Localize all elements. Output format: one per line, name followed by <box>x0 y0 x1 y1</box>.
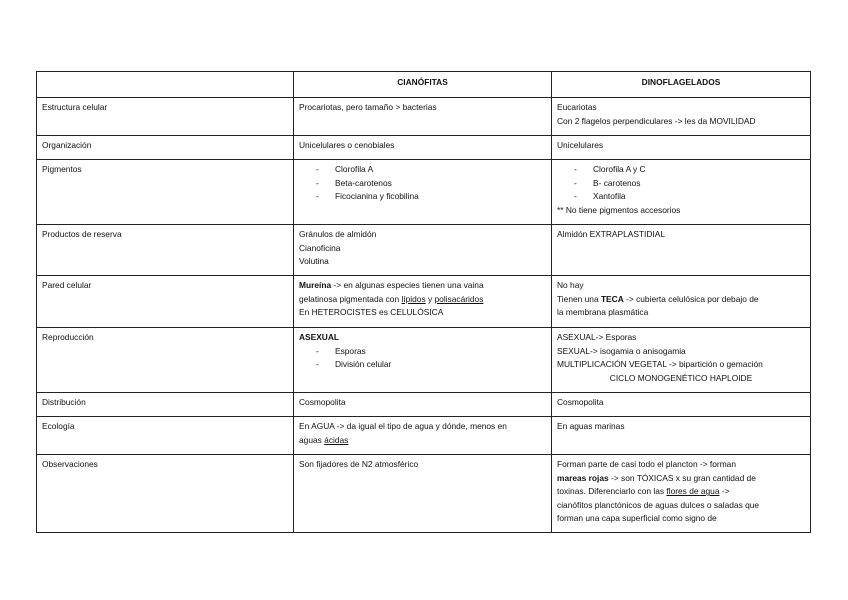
list-item: - Beta-carotenos <box>316 177 392 188</box>
row-label: Organización <box>37 136 294 160</box>
dinoflagelados-cell: Almidón EXTRAPLASTIDIAL <box>552 225 811 276</box>
dinoflagelados-cell: Forman parte de casi todo el plancton -> forman mareas rojas -> son TÓXICAS x su gran cantidad de toxinas. Diferenciarlo con las flores de agua -> cianófitos planctónicos de aguas dulces o saladas que forman una capa superficial como signo de <box>552 455 811 533</box>
cianofitas-cell: ASEXUAL - Esporas - División celular <box>294 328 552 393</box>
dinoflagelados-cell: No hay Tienen una TECA -> cubierta celulósica por debajo de la membrana plasmática <box>552 276 811 328</box>
cianofitas-cell: Procariotas, pero tamaño > bacterias <box>294 98 552 136</box>
dinoflagelados-cell: - Clorofila A y C - B- carotenos - Xantofila ** No tiene pigmentos accesorios <box>552 160 811 225</box>
list-item: - Clorofila A <box>316 164 374 174</box>
cianofitas-cell: Cosmopolita <box>294 393 552 417</box>
row-label: Reproducción <box>37 328 294 393</box>
row-label: Distribución <box>37 393 294 417</box>
table-row <box>37 98 811 136</box>
dinoflagelados-cell: En aguas marinas <box>552 417 811 455</box>
table-row <box>37 276 811 328</box>
table-row <box>37 417 811 455</box>
row-label: Ecología <box>37 417 294 455</box>
list-item: - División celular <box>316 359 392 370</box>
table-row <box>37 455 811 533</box>
row-label: Observaciones <box>37 455 294 533</box>
dinoflagelados-cell: ASEXUAL-> Esporas SEXUAL-> isogamia o anisogamia MULTIPLICACIÓN VEGETAL -> bipartición o gemación CICLO MONOGENÉTICO HAPLOIDE <box>552 328 811 393</box>
row-label: Pared celular <box>37 276 294 328</box>
row-label: Estructura celular <box>37 98 294 136</box>
dinoflagelados-cell: Cosmopolita <box>552 393 811 417</box>
list-item: - B- carotenos <box>574 177 641 188</box>
row-label: Pigmentos <box>37 160 294 225</box>
cianofitas-cell <box>294 160 552 225</box>
header-empty-cell <box>37 72 294 98</box>
header-cianofitas: CIANÓFITAS <box>294 72 552 98</box>
table-row <box>37 136 811 160</box>
dinoflagelados-cell: Eucariotas Con 2 flagelos perpendiculares -> les da MOVILIDAD <box>552 98 811 136</box>
row-label: Productos de reserva <box>37 225 294 276</box>
table-row <box>37 225 811 276</box>
dinoflagelados-cell: Unicelulares <box>552 136 811 160</box>
table-row <box>37 160 811 225</box>
cianofitas-cell: Son fijadores de N2 atmosférico <box>294 455 552 533</box>
table-row <box>37 328 811 393</box>
list-item: - Xantofila <box>574 191 626 202</box>
cianofitas-cell: Unicelulares o cenobiales <box>294 136 552 160</box>
table-row <box>37 393 811 417</box>
header-dinoflagelados: DINOFLAGELADOS <box>552 72 811 98</box>
comparison-table <box>36 71 811 533</box>
list-item: - Esporas <box>316 345 366 356</box>
cianofitas-cell: Gránulos de almidón Cianoficina Volutina <box>294 225 552 276</box>
list-item: - Clorofila A y C <box>574 164 646 174</box>
cianofitas-cell: Mureína -> en algunas especies tienen una vaina gelatinosa pigmentada con lípidos y polisacáridos En HETEROCISTES es CELULÓSICA <box>294 276 552 328</box>
header-row <box>37 72 811 98</box>
list-item: - Ficocianina y ficobilina <box>316 191 419 202</box>
cianofitas-cell: En AGUA -> da igual el tipo de agua y dónde, menos en aguas ácidas <box>294 417 552 455</box>
